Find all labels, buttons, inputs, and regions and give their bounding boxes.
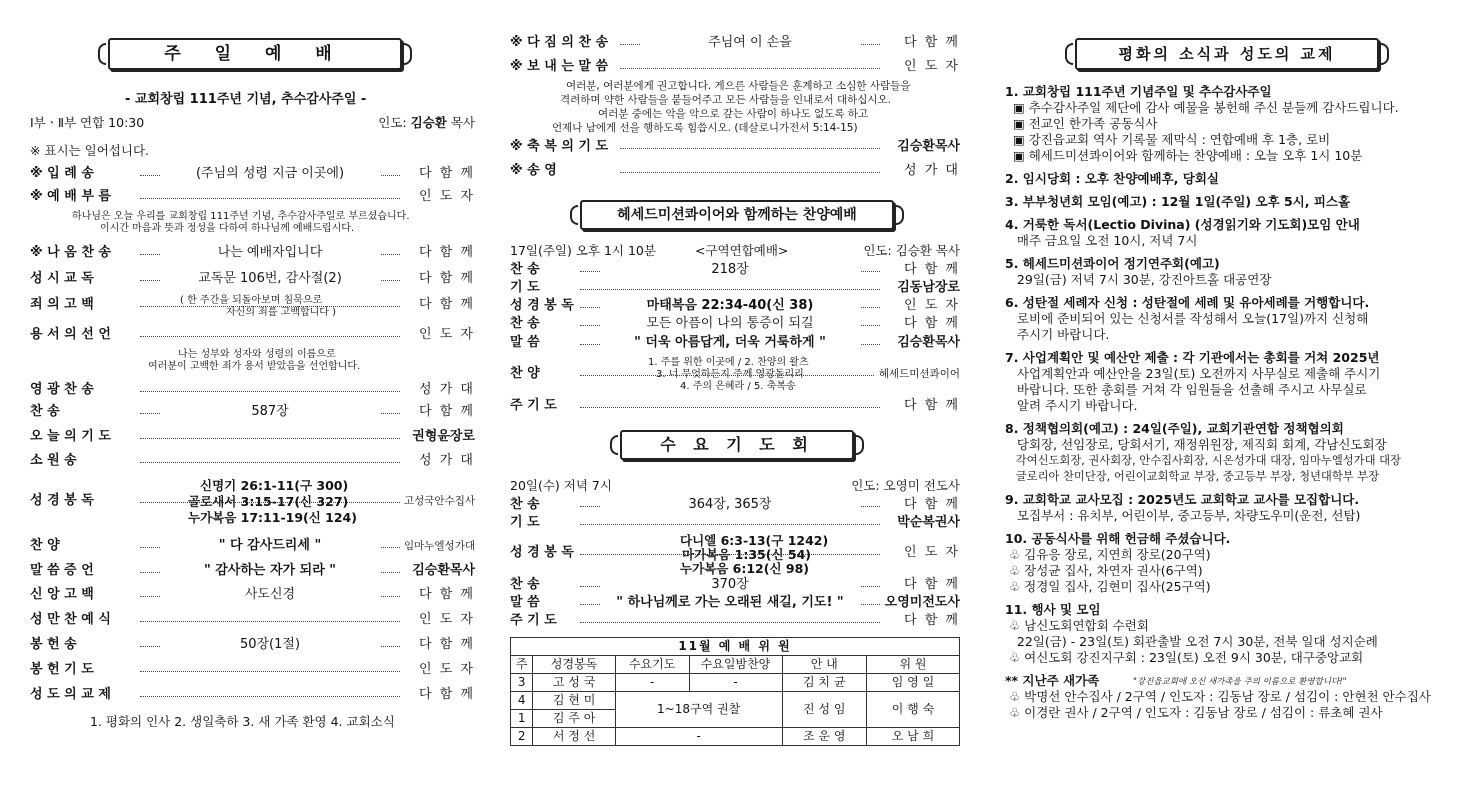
news-item: 글로리아 찬미단장, 어린이교회학교 부장, 중고등부 부장, 청년대학부 부장 xyxy=(1005,470,1380,483)
order-row xyxy=(30,452,475,470)
order-row xyxy=(510,58,960,76)
leader-dots xyxy=(140,462,400,463)
order-row xyxy=(30,270,475,288)
order-label: ※ 보 내 는 말 씀 xyxy=(510,59,609,74)
news-item: 매주 금요일 오전 10시, 저녁 7시 xyxy=(1005,233,1198,248)
order-label: 소 원 송 xyxy=(30,453,77,468)
order-row xyxy=(510,261,960,279)
wed-reading-1: 다니엘 6:3-13(구 1242) xyxy=(680,533,829,548)
news-heading: 4. 거룩한 독서(Lectio Divina) (성경읽기와 기도회)모임 안내 xyxy=(1005,217,1360,232)
order-detail: 587장 xyxy=(160,403,380,421)
order-row xyxy=(510,279,960,297)
order-detail: 사도신경 xyxy=(160,586,380,604)
order-label: 성 도 의 교 제 xyxy=(30,687,111,702)
absolve-note-1: 나는 성부와 성자와 성령의 이름으로 xyxy=(178,349,336,360)
news-item: 22일(금) - 23일(토) 회관출발 오전 7시 30분, 전북 일대 성지순례 xyxy=(1005,634,1378,649)
order-leader: 다 함 께 xyxy=(900,612,960,630)
leader-dots xyxy=(140,391,400,392)
news-heading: 9. 교회학교 교사모집 : 2025년도 교회학교 교사를 모집합니다. xyxy=(1005,492,1360,507)
order-detail: 마태복음 22:34-40(신 38) xyxy=(600,297,860,315)
order-label: 신 앙 고 백 xyxy=(30,587,94,602)
leader-dots xyxy=(140,696,400,697)
order-label: 성 경 봉 독 xyxy=(510,545,574,560)
news-heading: 10. 공동식사를 위해 헌금해 주셨습니다. xyxy=(1005,531,1231,546)
reading-3: 누가복음 17:11-19(신 124) xyxy=(188,510,357,525)
order-leader: 김승환목사 xyxy=(893,334,960,352)
order-row xyxy=(30,428,475,446)
order-label: 성 시 교 독 xyxy=(30,271,94,286)
order-leader: 다 함 께 xyxy=(900,496,960,514)
order-leader: 다 함 께 xyxy=(900,315,960,333)
praise-songs-1: 1. 주를 위한 이곳에 / 2. 찬양의 왈츠 xyxy=(648,357,809,368)
news-item: ♧ 이경란 권사 / 2구역 / 인도자 : 김동남 장로 / 섬김이 : 류초혜 권사 xyxy=(1005,705,1383,720)
order-leader: 다 함 께 xyxy=(900,397,960,415)
news-item: ♧ 장성균 집사, 차연자 권사(6구역) xyxy=(1005,563,1203,578)
order-label: 봉 헌 송 xyxy=(30,637,77,652)
news-item: 모집부서 : 유치부, 어린이부, 중고등부, 차량도우미(운전, 선탑) xyxy=(1005,508,1361,523)
news-item: 주시기 바랍니다. xyxy=(1005,327,1110,342)
news-item: 각여신도회장, 권사회장, 안수집사회장, 시온성가대 대장, 임마누엘성가대 대장 xyxy=(1005,454,1401,467)
order-label: 오 늘 의 기 도 xyxy=(30,429,111,444)
confess-note-1: ( 한 주간을 되돌아보며 침묵으로 xyxy=(180,295,323,306)
order-leader: 다 함 께 xyxy=(415,403,475,421)
order-label: 주 기 도 xyxy=(510,398,557,413)
leader-dots xyxy=(620,68,880,69)
news-item: ♧ 남신도회연합회 수련회 xyxy=(1005,618,1149,633)
order-leader: 오영미전도사 xyxy=(881,594,960,612)
wednesday-banner xyxy=(620,430,854,460)
praise-time: 17일(주일) 오후 1시 10분 xyxy=(510,243,656,258)
order-label: 용 서 의 선 언 xyxy=(30,327,111,342)
order-leader: 김승환목사 xyxy=(893,138,960,156)
table-row: 3 고 성 국 - - 김 치 균 임 영 일 xyxy=(511,674,960,692)
order-row xyxy=(30,636,475,654)
order-leader: 다 함 께 xyxy=(415,686,475,704)
news-heading: 11. 행사 및 모임 xyxy=(1005,602,1101,617)
wed-reading-3: 누가복음 6:12(신 98) xyxy=(680,561,809,576)
order-label: 찬 송 xyxy=(510,262,540,277)
news-item: 바랍니다. 또한 총회를 거쳐 각 임원들을 선출해 주시고 사무실로 xyxy=(1005,382,1367,397)
order-row xyxy=(510,594,960,612)
order-row xyxy=(510,315,960,333)
standing-note: ※ 표시는 일어섭니다. xyxy=(30,143,149,158)
order-label: 찬 송 xyxy=(510,577,540,592)
sunday-worship-title: 주 일 예 배 xyxy=(164,44,346,64)
wednesday-title: 수 요 기 도 회 xyxy=(660,435,814,454)
leader-dots xyxy=(140,621,400,622)
order-leader: 다 함 께 xyxy=(900,34,960,52)
order-row xyxy=(510,576,960,594)
order-leader: 다 함 께 xyxy=(900,576,960,594)
leader-dots xyxy=(580,524,880,525)
order-label: 찬 송 xyxy=(510,316,540,331)
order-detail: 나는 예배자입니다 xyxy=(160,244,380,262)
order-label: 주 기 도 xyxy=(510,613,557,628)
committee-table-title: 11월 예 배 위 원 xyxy=(511,638,960,656)
order-label: 찬 양 xyxy=(510,366,540,381)
order-detail: " 감사하는 자가 되라 " xyxy=(160,562,380,580)
news-heading: 6. 성탄절 세례자 신청 : 성탄절에 세례 및 유아세례를 거행합니다. xyxy=(1005,295,1370,310)
order-label: 말 씀 증 언 xyxy=(30,563,94,578)
leader-dots xyxy=(140,198,400,199)
order-label: 기 도 xyxy=(510,280,540,295)
order-row xyxy=(30,586,475,604)
news-heading: ** 지난주 새가족 xyxy=(1005,673,1100,688)
order-label: 성 만 찬 예 식 xyxy=(30,612,111,627)
news-heading: 2. 임시당회 : 오후 찬양예배후, 당회실 xyxy=(1005,171,1220,186)
worship-subtitle: - 교회창립 111주년 기념, 추수감사주일 - xyxy=(125,92,367,107)
order-detail: " 하나님께로 가는 오래된 새길, 기도! " xyxy=(600,594,860,612)
order-row xyxy=(510,297,960,315)
sending-line-3: 여러분 중에는 악을 악으로 갚는 사람이 하나도 없도록 하고 xyxy=(598,108,869,120)
call-note-1: 하나님은 오늘 우리를 교회창립 111주년 기념, 추수감사주일로 부르셨습니다. xyxy=(72,211,410,222)
fellowship-list: 1. 평화의 인사 2. 생일축하 3. 새 가족 환영 4. 교회소식 xyxy=(90,714,395,729)
news-heading: 3. 부부청년회 모임(예고) : 12월 1일(주일) 오후 5시, 피스홀 xyxy=(1005,194,1351,209)
order-detail: 모든 아픔이 나의 통증이 되길 xyxy=(600,315,860,333)
order-detail: 주님여 이 손을 xyxy=(640,34,860,52)
order-detail: 370장 xyxy=(600,576,860,594)
praise-leader: 인도: 김승환 목사 xyxy=(863,243,960,258)
order-leader: 다 함 께 xyxy=(415,586,475,604)
order-row xyxy=(30,244,475,262)
order-label: 성 경 봉 독 xyxy=(30,493,94,508)
order-label: ※ 축 복 의 기 도 xyxy=(510,139,609,154)
committee-table xyxy=(510,637,960,746)
news-banner xyxy=(1075,38,1379,70)
order-row xyxy=(30,188,475,206)
order-label: 봉 헌 기 도 xyxy=(30,662,94,677)
praise-songs-3: 4. 주의 은혜라 / 5. 축복송 xyxy=(680,381,796,392)
sunday-worship-column xyxy=(30,0,475,786)
news-item: ♧ 박명선 안수집사 / 2구역 / 인도자 : 김동남 장로 / 섬김이 : 안현천 안수집사 xyxy=(1005,689,1431,704)
reading-1: 신명기 26:1-11(구 300) xyxy=(200,478,349,493)
news-item: ▣ 추수감사주일 제단에 감사 예물을 봉헌해 주신 분들께 감사드립니다. xyxy=(1005,100,1399,115)
news-item: 사업계획안과 예산안을 23일(토) 오전까지 사무실로 제출해 주시기 xyxy=(1005,366,1381,381)
leader-dots xyxy=(140,671,400,672)
news-item: 29일(금) 저녁 7시 30분, 강진아트홀 대공연장 xyxy=(1005,272,1272,287)
order-leader: 다 함 께 xyxy=(415,296,475,314)
sending-line-1: 여러분, 여러분에게 권고합니다. 게으른 사람들은 훈계하고 소심한 사람들을 xyxy=(566,80,911,92)
order-label: 찬 송 xyxy=(510,497,540,512)
table-row: 4 김 현 미 1~18구역 권찰 진 성 임 이 행 숙 xyxy=(511,692,960,710)
reading-2: 골로새서 3:15-17(신 327) xyxy=(188,494,349,509)
order-row xyxy=(510,397,960,415)
order-leader: 성 가 대 xyxy=(415,381,475,399)
wed-reading-2: 마가복음 1:35(신 54) xyxy=(682,547,811,562)
order-leader: 김동남장로 xyxy=(893,279,960,297)
order-leader: 임마누엘성가대 xyxy=(400,537,475,555)
order-label: ※ 나 옴 찬 송 xyxy=(30,245,111,260)
praise-title: 헤세드미션콰이어와 함께하는 찬양예배 xyxy=(617,207,857,223)
order-leader: 다 함 께 xyxy=(415,244,475,262)
order-detail: 364장, 365장 xyxy=(600,496,860,514)
order-row xyxy=(510,612,960,630)
order-leader: 인 도 자 xyxy=(900,297,960,315)
order-leader: 성 가 대 xyxy=(415,452,475,470)
news-item: ▣ 강진읍교회 역사 기록물 제막식 : 연합예배 후 1층, 로비 xyxy=(1005,132,1331,147)
news-column xyxy=(1005,0,1445,786)
order-row xyxy=(30,686,475,704)
news-item: ♧ 여신도회 강진지구회 : 23일(토) 오전 9시 30분, 대구중앙교회 xyxy=(1005,650,1364,665)
order-row xyxy=(30,537,475,555)
order-leader: 권형윤장로 xyxy=(408,428,475,446)
table-row: 2 서 정 선 - 조 운 영 오 남 희 xyxy=(511,728,960,746)
order-label: 말 씀 xyxy=(510,335,540,350)
leader-dots xyxy=(580,407,880,408)
praise-banner xyxy=(580,200,894,230)
worship-time: Ⅰ부ㆍⅡ부 연합 10:30 xyxy=(30,115,145,130)
order-detail: " 다 감사드리세 " xyxy=(160,537,380,555)
order-row xyxy=(30,403,475,421)
news-item: ▣ 헤세드미션콰이어와 함께하는 찬양예배 : 오늘 오후 1시 10분 xyxy=(1005,148,1363,163)
order-row xyxy=(30,562,475,580)
news-item: ♧ 김유응 장로, 지연희 장로(20구역) xyxy=(1005,547,1211,562)
order-label: 영 광 찬 송 xyxy=(30,382,94,397)
news-heading: 7. 사업계획안 및 예산안 제출 : 각 기관에서는 총회를 거쳐 2025년 xyxy=(1005,350,1380,365)
order-row xyxy=(510,138,960,156)
order-leader: 성 가 대 xyxy=(900,162,960,180)
praise-songs-2: 3. 너 무엇하든지 주께 영광돌리리 xyxy=(656,369,804,380)
order-label: 기 도 xyxy=(510,515,540,530)
news-item: ▣ 전교인 한가족 공동식사 xyxy=(1005,116,1158,131)
sending-line-4: 언제나 남에게 선을 행하도록 힘씁시오. (데살로니가전서 5:14-15) xyxy=(552,122,858,134)
worship-leader: 인도: 김승환 목사 xyxy=(378,115,475,130)
order-label: ※ 예 배 부 름 xyxy=(30,189,111,204)
table-row: 1 김 주 아 xyxy=(511,710,960,728)
praise-kind: <구역연합예배> xyxy=(695,243,789,258)
order-detail: 218장 xyxy=(600,261,860,279)
order-leader: 박순복권사 xyxy=(893,514,960,532)
order-label: 죄 의 고 백 xyxy=(30,297,94,312)
news-heading: 5. 헤세드미션콰이어 정기연주회(예고) xyxy=(1005,256,1220,271)
leader-dots xyxy=(580,622,880,623)
leader-dots xyxy=(140,336,400,337)
order-row xyxy=(510,34,960,52)
order-detail: 50장(1절) xyxy=(160,636,380,654)
order-leader: 다 함 께 xyxy=(415,270,475,288)
order-row xyxy=(30,326,475,344)
news-title: 평화의 소식과 성도의 교제 xyxy=(1118,45,1336,63)
leader-dots xyxy=(620,172,880,173)
order-row xyxy=(30,661,475,679)
order-leader: 인 도 자 xyxy=(415,188,475,206)
leader-dots xyxy=(580,289,880,290)
order-row xyxy=(30,381,475,399)
order-label: 찬 송 xyxy=(30,404,60,419)
order-detail: (주님의 성령 지금 이곳에) xyxy=(160,165,380,183)
news-item: 당회장, 선임장로, 당회서기, 재정위원장, 제직회 회계, 각남신도회장 xyxy=(1005,437,1387,452)
committee-table-head: 주 성경봉독 수요기도 수요일밤찬양 안 내 위 원 xyxy=(511,656,960,674)
order-leader: 다 함 께 xyxy=(415,636,475,654)
news-item: ♧ 정경일 집사, 김현미 집사(25구역) xyxy=(1005,579,1211,594)
call-note-2: 이시간 마음과 뜻과 정성을 다하여 하나님께 예배드립시다. xyxy=(100,223,355,234)
news-heading: 8. 정책협의회(예고) : 24일(주일), 교회기관연합 정책협의회 xyxy=(1005,421,1344,436)
service-column xyxy=(510,0,960,786)
leader-dots xyxy=(140,438,400,439)
order-row xyxy=(30,611,475,629)
order-leader: 헤세드미션콰이어 xyxy=(875,365,960,383)
sending-line-2: 격려하며 약한 사람들을 붙들어주고 모든 사람들을 인내로서 대하십시오. xyxy=(560,94,891,106)
news-item: 로비에 준비되어 있는 신청서를 작성해서 오늘(17일)까지 신청해 xyxy=(1005,311,1369,326)
order-leader: 고성국안수집사 xyxy=(400,492,475,510)
new-family-note: "강진읍교회에 오신 새가족을 주의 이름으로 환영합니다!" xyxy=(1133,677,1347,687)
leader-dots xyxy=(620,148,880,149)
absolve-note-2: 여러분이 고백한 죄가 용서 받았음을 선언합니다. xyxy=(148,361,361,372)
order-label: 찬 양 xyxy=(30,538,60,553)
sunday-worship-banner xyxy=(108,38,402,70)
order-label: ※ 입 례 송 xyxy=(30,166,94,181)
wednesday-leader: 인도: 오영미 전도사 xyxy=(851,478,960,493)
order-leader: 인 도 자 xyxy=(900,58,960,76)
order-detail: 교독문 106번, 감사절(2) xyxy=(160,270,380,288)
order-label: 성 경 봉 독 xyxy=(510,298,574,313)
wednesday-time: 20일(수) 저녁 7시 xyxy=(510,478,612,493)
order-row xyxy=(30,165,475,183)
order-label: ※ 송 영 xyxy=(510,163,557,178)
order-leader: 인 도 자 xyxy=(900,544,960,562)
order-row xyxy=(510,514,960,532)
order-leader: 인 도 자 xyxy=(415,611,475,629)
order-row xyxy=(510,496,960,514)
order-row xyxy=(510,334,960,352)
order-leader: 다 함 께 xyxy=(900,261,960,279)
confess-note-2: 자신의 죄를 고백합니다 ) xyxy=(226,307,337,318)
order-label: 말 씀 xyxy=(510,595,540,610)
news-item: 알려 주시기 바랍니다. xyxy=(1005,398,1138,413)
order-leader: 김승환목사 xyxy=(408,562,475,580)
order-leader: 인 도 자 xyxy=(415,326,475,344)
order-leader: 인 도 자 xyxy=(415,661,475,679)
order-leader: 다 함 께 xyxy=(415,165,475,183)
news-heading: 1. 교회창립 111주년 기념주일 및 추수감사주일 xyxy=(1005,84,1272,99)
order-label: ※ 다 짐 의 찬 송 xyxy=(510,35,609,50)
order-row xyxy=(510,162,960,180)
order-detail: " 더욱 아름답게, 더욱 거룩하게 " xyxy=(600,334,860,352)
